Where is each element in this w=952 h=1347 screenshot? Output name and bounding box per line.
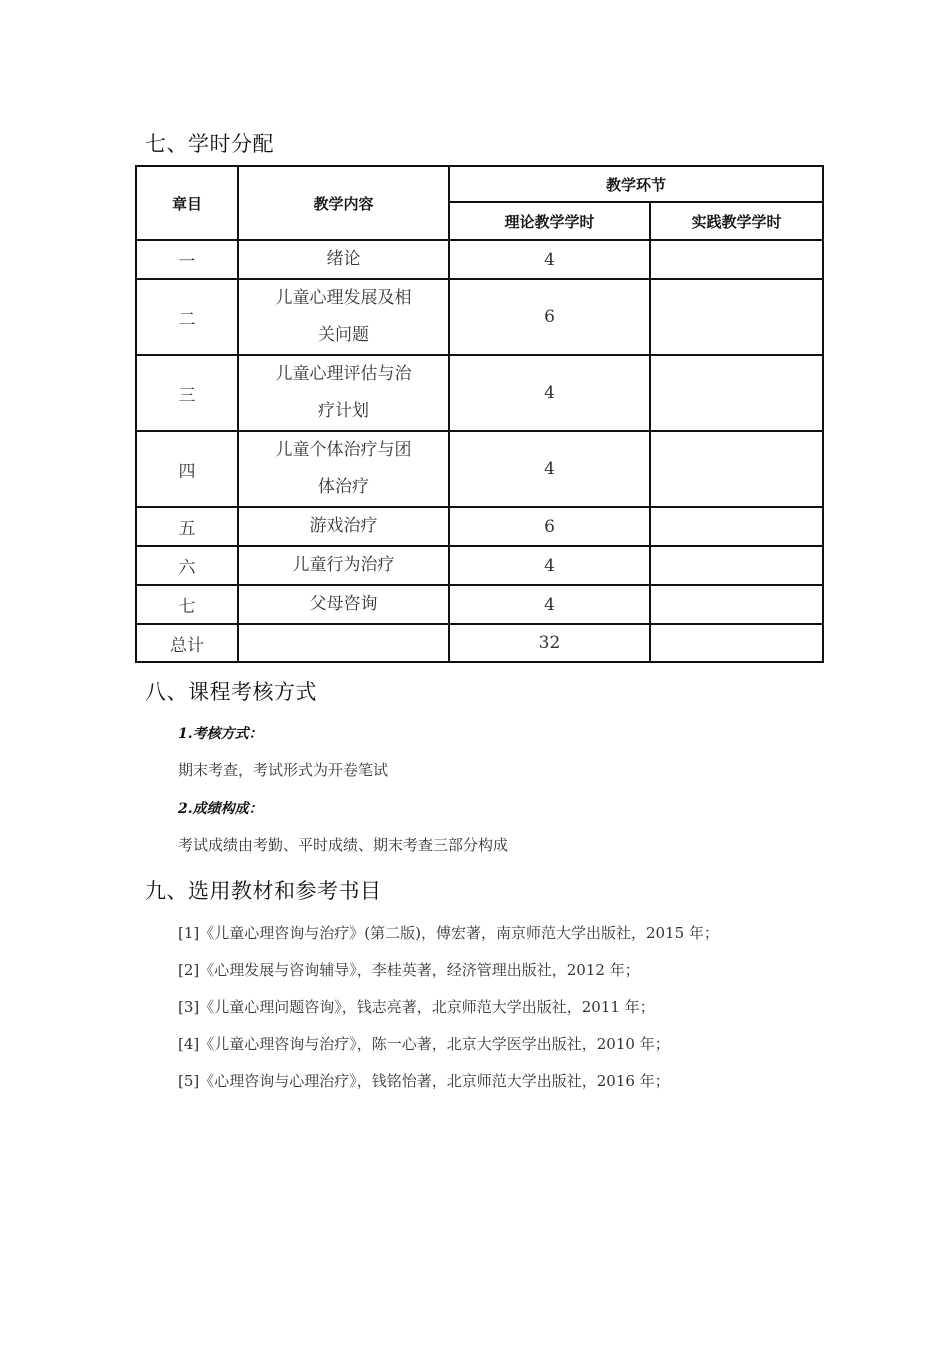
theory-cell: 6 <box>449 507 650 546</box>
content-cell <box>238 240 449 279</box>
content-line: 关问题 <box>318 325 369 345</box>
reference-item: [4]《儿童心理咨询与治疗》，陈一心著，北京大学医学出版社，2010 年； <box>178 1035 670 1053</box>
theory-cell: 4 <box>449 546 650 585</box>
reference-item: [1]《儿童心理咨询与治疗》(第二版)，傅宏著，南京师范大学出版社，2015 年； <box>178 924 719 942</box>
practice-cell <box>650 279 823 355</box>
assessment-method-label: 1.考核方式： <box>178 726 263 742</box>
header-chapter: 章目 <box>136 166 238 240</box>
practice-cell <box>650 355 823 431</box>
practice-cell <box>650 585 823 624</box>
section-title-textbooks: 九、选用教材和参考书目 <box>145 879 382 903</box>
theory-cell: 4 <box>449 355 650 431</box>
hours-table <box>135 165 824 663</box>
chapter-cell: 五 <box>136 507 238 546</box>
practice-cell <box>650 240 823 279</box>
header-teaching: 教学环节 <box>449 166 823 202</box>
total-practice-cell <box>650 624 823 662</box>
content-cell <box>238 355 449 431</box>
content-line: 疗计划 <box>318 401 369 421</box>
content-line: 儿童心理评估与治 <box>275 364 412 384</box>
grade-composition-text: 考试成绩由考勤、平时成绩、期末考查三部分构成 <box>178 836 509 854</box>
content-cell <box>238 431 449 507</box>
header-content: 教学内容 <box>238 166 449 240</box>
table-header-row <box>136 166 823 202</box>
table-row <box>136 546 823 585</box>
chapter-cell: 三 <box>136 355 238 431</box>
table-row <box>136 431 823 507</box>
content-line: 儿童个体治疗与团 <box>275 440 412 460</box>
section-title-hours: 七、学时分配 <box>145 132 274 156</box>
chapter-cell: 六 <box>136 546 238 585</box>
chapter-cell: 七 <box>136 585 238 624</box>
content-cell <box>238 279 449 355</box>
total-theory-cell: 32 <box>449 624 650 662</box>
chapter-cell: 一 <box>136 240 238 279</box>
table-row <box>136 355 823 431</box>
chapter-cell: 二 <box>136 279 238 355</box>
content-line: 游戏治疗 <box>309 516 378 536</box>
content-cell <box>238 507 449 546</box>
practice-cell <box>650 507 823 546</box>
theory-cell: 4 <box>449 431 650 507</box>
content-cell <box>238 585 449 624</box>
table-row <box>136 279 823 355</box>
theory-cell: 4 <box>449 240 650 279</box>
practice-cell <box>650 546 823 585</box>
total-content-cell <box>238 624 449 662</box>
reference-item: [2]《心理发展与咨询辅导》，李桂英著，经济管理出版社，2012 年； <box>178 961 640 979</box>
header-theory: 理论教学学时 <box>449 202 650 240</box>
table-row <box>136 585 823 624</box>
reference-list <box>178 922 719 1107</box>
assessment-method-text: 期末考查，考试形式为开卷笔试 <box>178 761 389 779</box>
chapter-cell: 四 <box>136 431 238 507</box>
content-line: 绪论 <box>326 249 361 269</box>
header-practice: 实践教学学时 <box>650 202 823 240</box>
theory-cell: 6 <box>449 279 650 355</box>
table-total-row <box>136 624 823 662</box>
content-line: 父母咨询 <box>309 594 378 614</box>
content-line: 儿童心理发展及相 <box>275 288 412 308</box>
theory-cell: 4 <box>449 585 650 624</box>
reference-item: [5]《心理咨询与心理治疗》，钱铭怡著，北京师范大学出版社，2016 年； <box>178 1072 670 1090</box>
grade-composition-label: 2.成绩构成： <box>178 801 263 817</box>
total-label-cell: 总计 <box>136 624 238 662</box>
practice-cell <box>650 431 823 507</box>
content-cell <box>238 546 449 585</box>
reference-item: [3]《儿童心理问题咨询》，钱志亮著，北京师范大学出版社，2011 年； <box>178 998 655 1016</box>
section-title-assessment: 八、课程考核方式 <box>145 680 317 704</box>
content-line: 体治疗 <box>318 477 369 497</box>
table-row <box>136 240 823 279</box>
table-row <box>136 507 823 546</box>
content-line: 儿童行为治疗 <box>292 555 395 575</box>
